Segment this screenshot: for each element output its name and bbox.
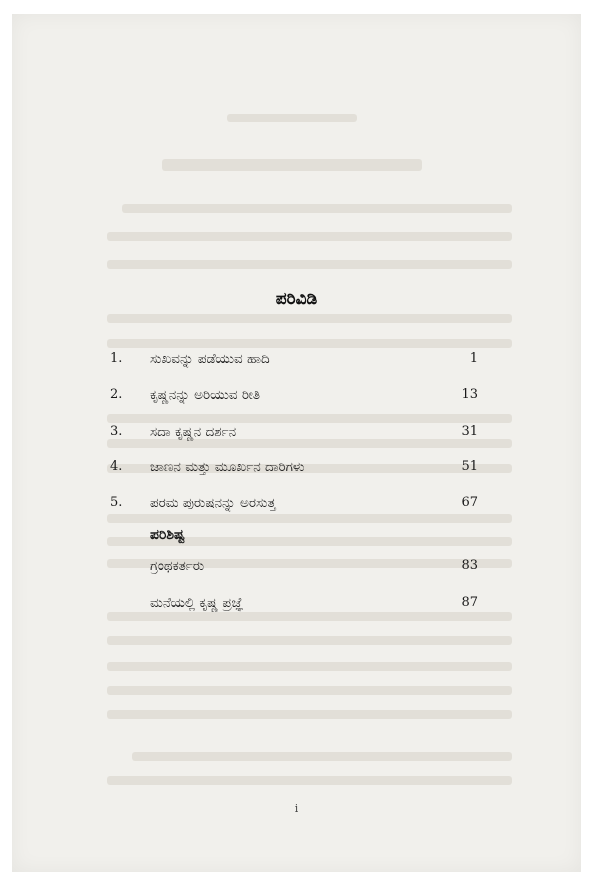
entry-page: 87 [461,595,478,610]
entry-page: 1 [469,351,478,366]
toc-entry [12,456,581,478]
bleed-through-line [107,636,512,645]
entry-label: ಮನೆಯಲ್ಲಿ ಕೃಷ್ಣ ಪ್ರಜ್ಞೆ [150,595,244,611]
entry-number: 5. [110,495,123,510]
entry-page: 31 [461,424,478,439]
bleed-through-line [107,260,512,269]
entry-label: ಜಾಣನ ಮತ್ತು ಮೂರ್ಖನ ದಾರಿಗಳು [150,459,305,475]
entry-number: 3. [110,424,123,439]
toc-entry [12,555,581,577]
toc-entry [12,348,581,370]
bleed-through-line [162,159,422,171]
entry-page: 13 [461,387,478,402]
appendix-heading: ಪರಿಶಿಷ್ಟ [150,527,185,543]
entry-number: 2. [110,387,123,402]
entry-label: ಕೃಷ್ಣನನ್ನು ಅರಿಯುವ ರೀತಿ [150,387,261,403]
entry-page: 51 [461,459,478,474]
appendix-heading-row [12,524,581,546]
bleed-through-line [107,776,512,785]
entry-page: 83 [461,558,478,573]
entry-label: ಗ್ರಂಥಕರ್ತರು [150,558,205,574]
entry-label: ಪರಮ ಪುರುಷನನ್ನು ಅರಸುತ್ತ [150,495,276,511]
entry-number: 4. [110,459,123,474]
entry-label: ಸುಖವನ್ನು ಪಡೆಯುವ ಹಾದಿ [150,351,270,367]
bleed-through-line [122,204,512,213]
entry-number: 1. [110,351,123,366]
toc-entry [12,421,581,443]
bleed-through-line [107,710,512,719]
bleed-through-line [132,752,512,761]
book-page [12,14,581,872]
bleed-through-line [107,232,512,241]
toc-title: ಪರಿವಿಡಿ [275,289,318,309]
entry-page: 67 [461,495,478,510]
bleed-through-line [107,314,512,323]
bleed-through-line [107,514,512,523]
toc-entry [12,492,581,514]
bleed-through-line [107,339,512,348]
bleed-through-line [107,686,512,695]
toc-entry [12,384,581,406]
page-folio: i [294,802,299,815]
bleed-through-line [107,662,512,671]
bleed-through-line [227,114,357,122]
entry-label: ಸದಾ ಕೃಷ್ಣನ ದರ್ಶನ [150,424,237,440]
toc-entry [12,592,581,614]
